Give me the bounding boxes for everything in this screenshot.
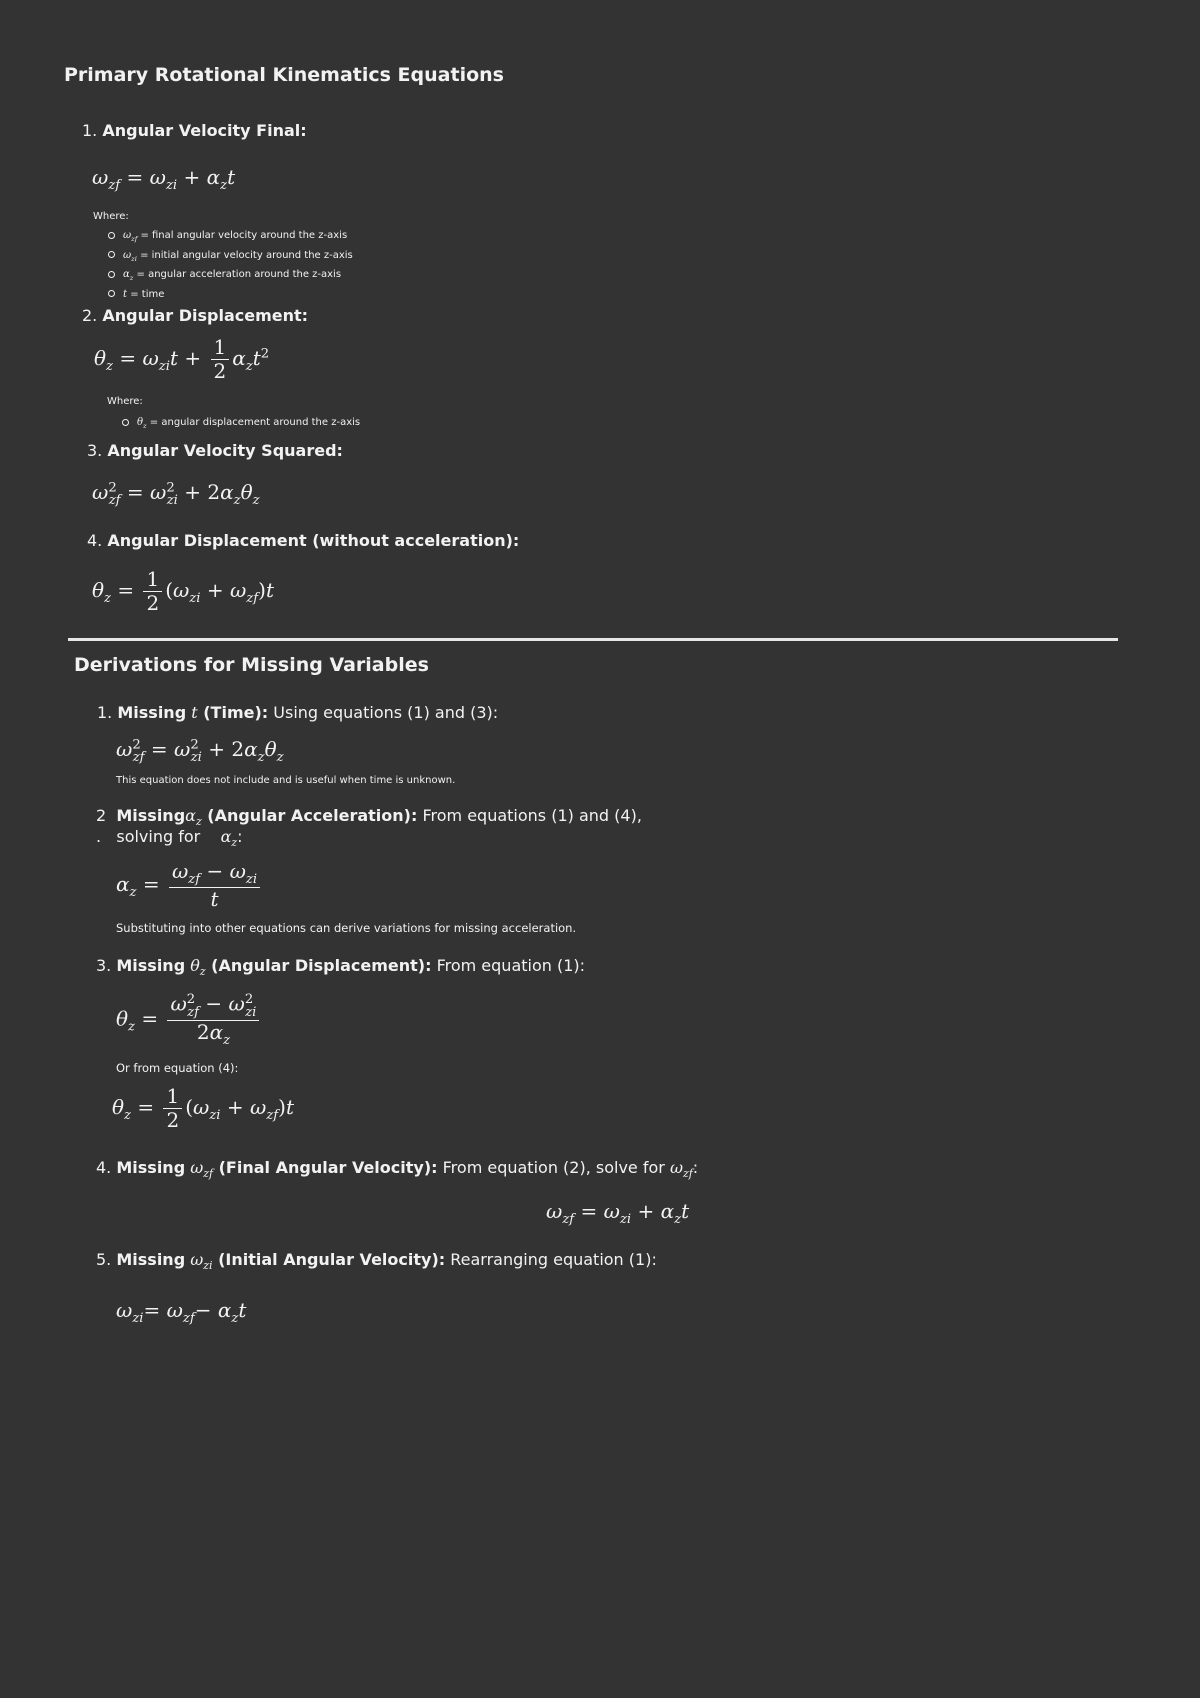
equation-angular-displacement: $\theta_z = \omega_{zi}t$ + $\frac{1}{2}$ $\alpha_zt^2$ <box>94 335 270 383</box>
bullet-icon <box>122 419 129 426</box>
equation-missing-final-velocity: $\omega_{zf} = \omega_{zi} + \alpha_zt$ <box>546 1199 690 1227</box>
list-item-missing-final-velocity: 4. Missing $\omega_{zf}$ (Final Angular Velocity): From equation (2), solve for $\omega_{zf}$: <box>96 1158 699 1181</box>
equation-angular-velocity-final: $\omega_{zf} = \omega_{zi} + \alpha_zt$ <box>92 165 236 193</box>
item-label: Angular Displacement: <box>102 306 309 325</box>
list-item-angular-displacement <box>82 306 308 325</box>
item-number: 1. <box>82 121 98 140</box>
list-item-missing-initial-velocity: 5. Missing $\omega_{zi}$ (Initial Angular Velocity): Rearranging equation (1): <box>96 1250 657 1273</box>
item-number: 3. <box>87 441 103 460</box>
equation-missing-displacement-2: $\theta_z$ = $\frac{1}{2}$ $(\omega_{zi} + \omega_{zf})t$ <box>112 1084 295 1132</box>
where-label: Where: <box>93 211 129 222</box>
list-item-missing-displacement: 3. Missing $\theta_z$ (Angular Displacement): From equation (1): <box>96 956 586 979</box>
equation-missing-displacement-1: $\theta_z$ = $\frac{\omega^2_{zf} - \omega^2_{zi}}{2\alpha_z}$ <box>116 992 262 1048</box>
where-list <box>108 228 353 303</box>
list-item-missing-time: 1. Missing t (Time): Using equations (1) and (3): <box>97 703 499 722</box>
bullet-icon <box>108 271 115 278</box>
list-item-missing-acceleration-cont: . solving for $\alpha_z$: <box>96 827 243 850</box>
section-title-derivations: Derivations for Missing Variables <box>74 654 429 676</box>
list-item-angular-displacement-no-accel <box>87 531 519 550</box>
item-number: 4. <box>87 531 103 550</box>
item-number: 2. <box>82 306 98 325</box>
list-item-angular-velocity-final <box>82 121 307 140</box>
list-item: $\omega_{zf}$ = final angular velocity around the z-axis <box>108 228 353 248</box>
section-title-primary: Primary Rotational Kinematics Equations <box>64 64 504 86</box>
equation-angular-velocity-squared: $\omega^2_{zf} = \omega^2_{zi} + 2\alpha_z\theta_z$ <box>92 480 260 508</box>
section-divider <box>68 638 1118 641</box>
item-label: Angular Velocity Final: <box>102 121 307 140</box>
list-item: $\alpha_z$ = angular acceleration around the z-axis <box>108 267 353 287</box>
list-item: $\theta_z$ = angular displacement around the z-axis <box>122 415 360 435</box>
list-item-missing-acceleration: 2 Missingα$_z$ (Angular Acceleration): From equations (1) and (4), <box>96 806 642 829</box>
list-item: t = time <box>108 287 353 304</box>
list-item-angular-velocity-squared <box>87 441 343 460</box>
bullet-icon <box>108 290 115 297</box>
note-from-equation-4: Or from equation (4): <box>116 1061 239 1075</box>
equation-missing-initial-velocity: $\omega_{zi}= \omega_{zf}- \alpha_zt$ <box>116 1298 247 1326</box>
item-label: Angular Velocity Squared: <box>107 441 343 460</box>
where-list <box>122 415 360 435</box>
bullet-icon <box>108 251 115 258</box>
item-label: Angular Displacement (without acceleration): <box>107 531 520 550</box>
equation-missing-time: $\omega^2_{zf} = \omega^2_{zi} + 2\alpha_z\theta_z$ <box>116 737 284 765</box>
where-label: Where: <box>107 396 143 407</box>
note-missing-time: This equation does not include and is useful when time is unknown. <box>116 775 456 786</box>
list-item: $\omega_{zi}$ = initial angular velocity around the z-axis <box>108 248 353 268</box>
equation-missing-acceleration: $\alpha_z$ = $\frac{\omega_{zf} - \omega_{zi}}{t}$ <box>116 860 263 911</box>
note-missing-acceleration: Substituting into other equations can derive variations for missing acceleration. <box>116 921 577 935</box>
bullet-icon <box>108 232 115 239</box>
equation-displacement-average: $\theta_z$ = $\frac{1}{2}$ $(\omega_{zi} + \omega_{zf})t$ <box>92 567 275 615</box>
